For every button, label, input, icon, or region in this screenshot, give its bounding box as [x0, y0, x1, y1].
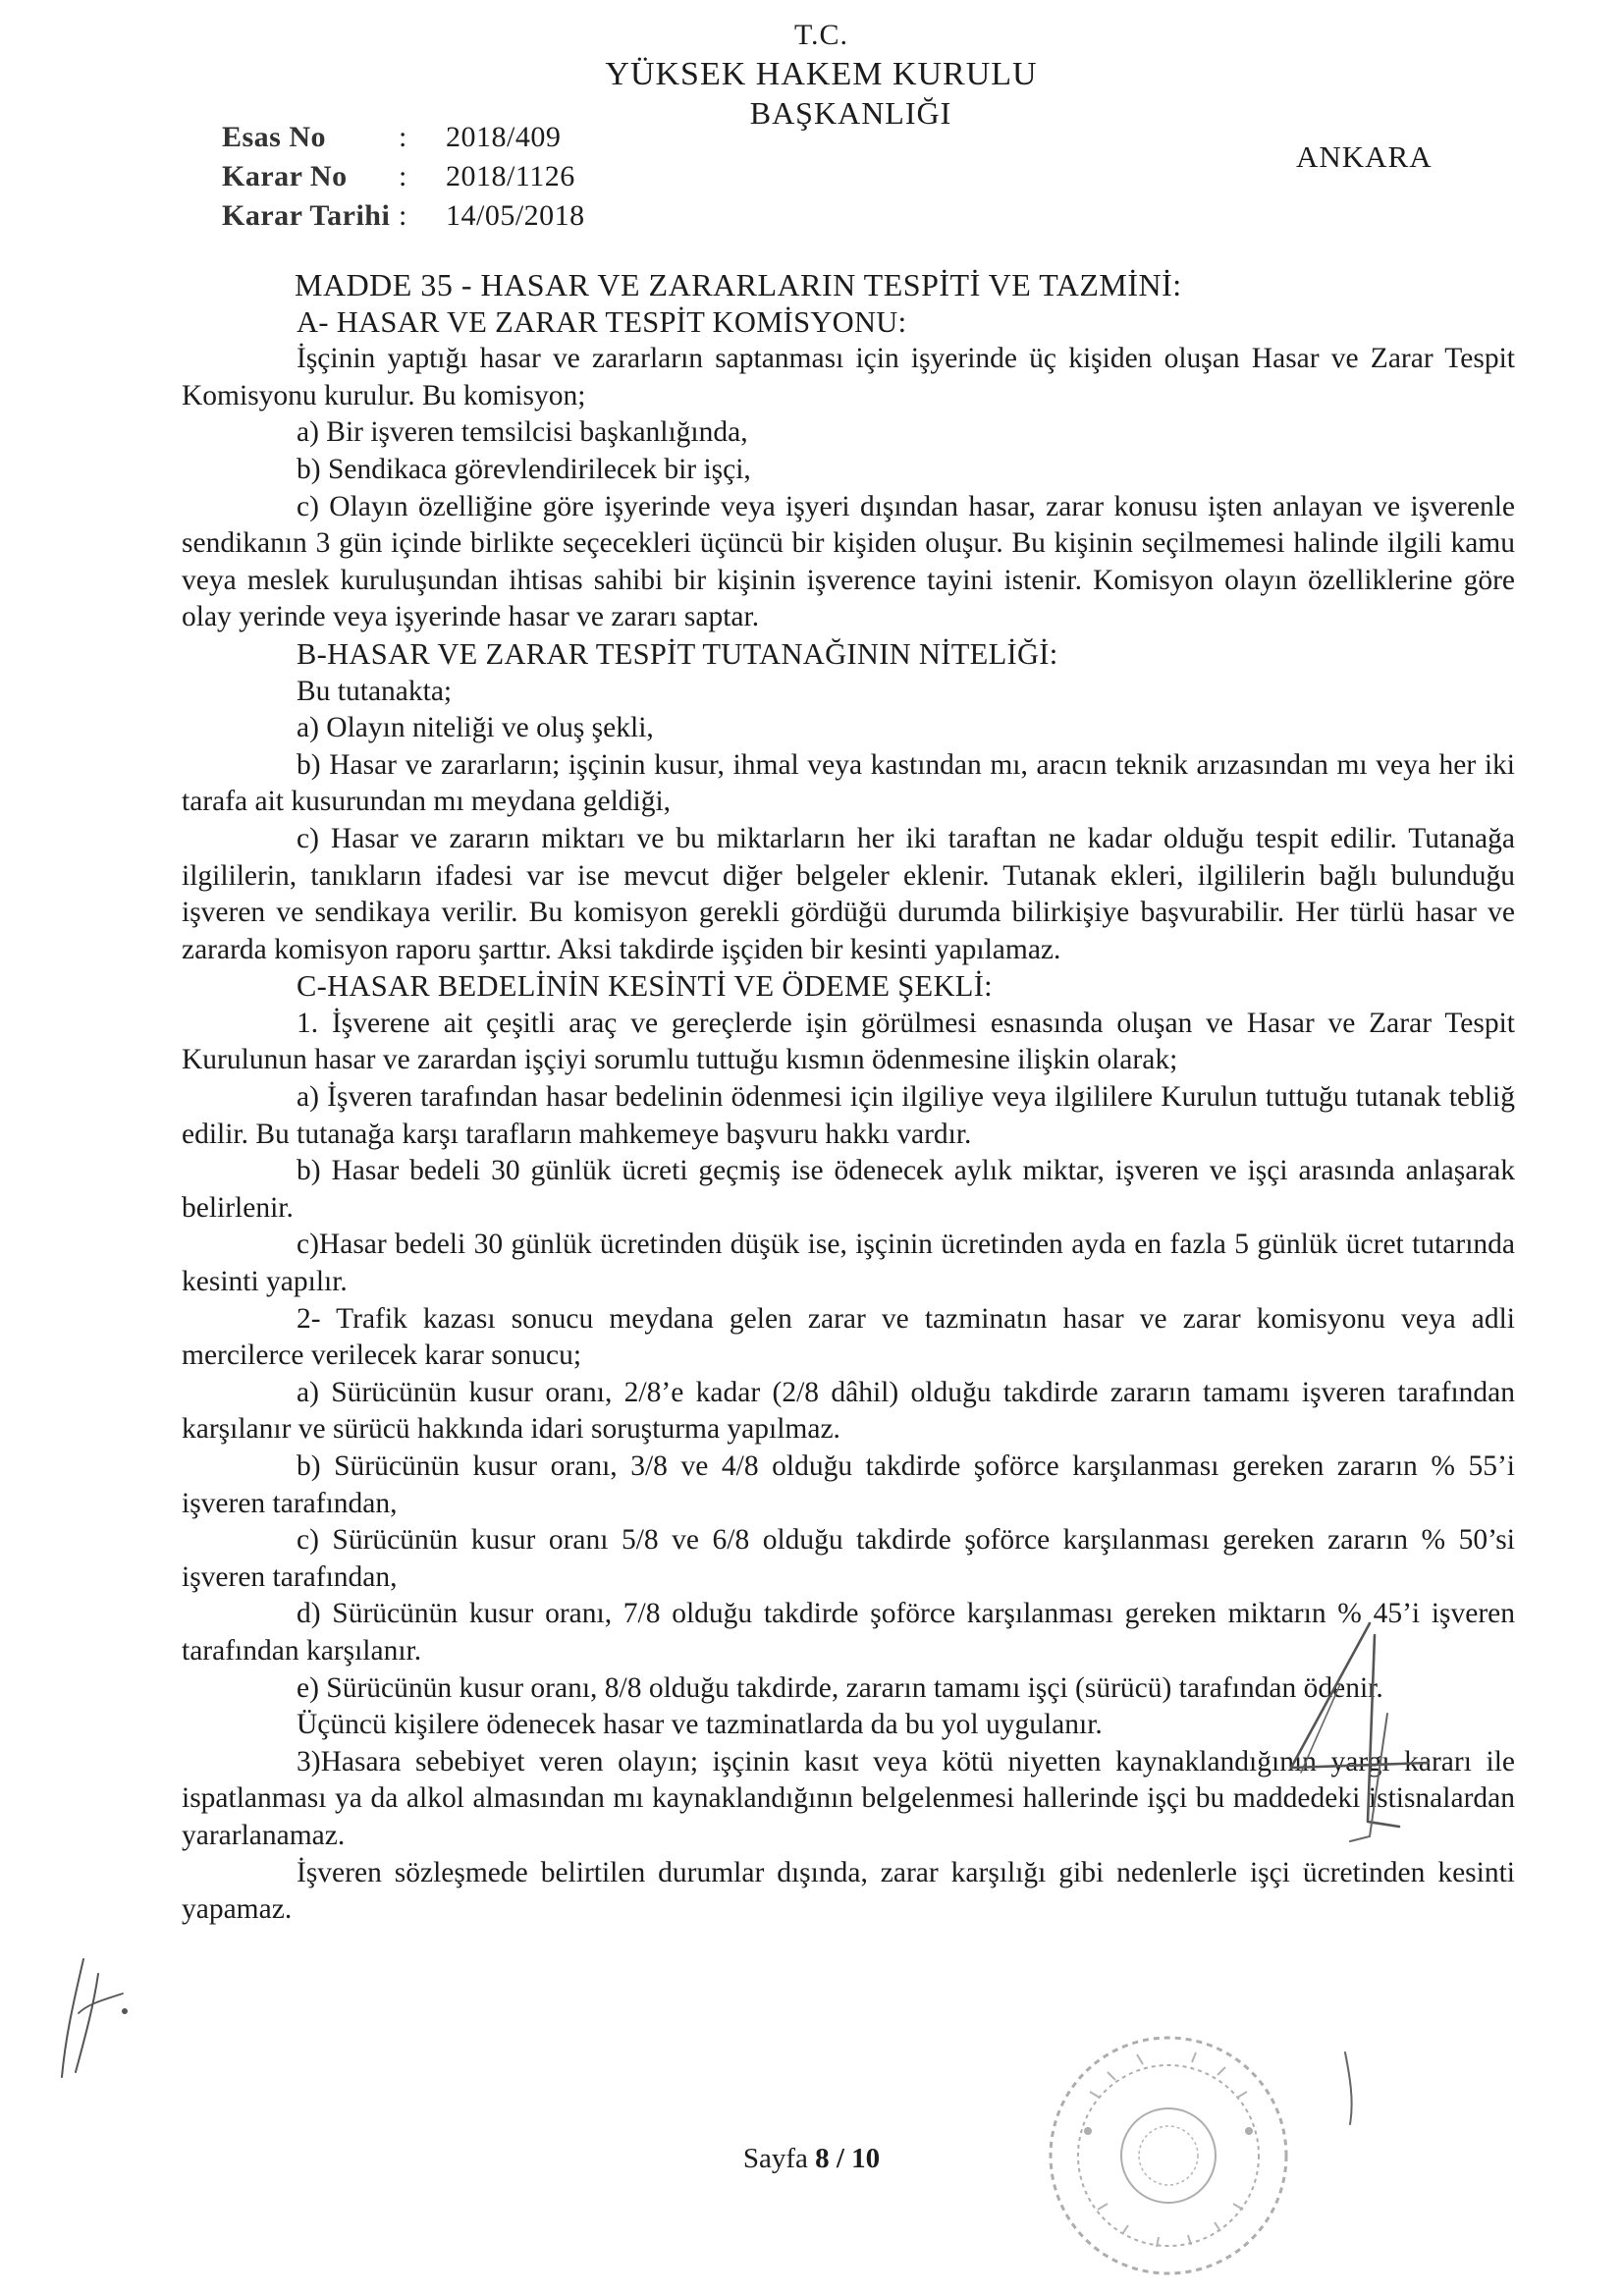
section-title-b: B-HASAR VE ZARAR TESPİT TUTANAĞININ NİTELİĞİ:: [297, 636, 1058, 671]
article-title: MADDE 35 - HASAR VE ZARARLARIN TESPİTİ VE TAZMİNİ:: [295, 267, 1182, 302]
section-title-c: C-HASAR BEDELİNİN KESİNTİ VE ÖDEME ŞEKLİ:: [297, 969, 993, 1004]
header-line-tc: T.C.: [793, 19, 849, 51]
city-label: ANKARA: [1296, 139, 1433, 174]
case-info-separator: :: [399, 121, 407, 153]
header-line-institution: YÜKSEK HAKEM KURULU: [605, 55, 1038, 92]
paragraph: c) Sürücünün kusur oranı 5/8 ve 6/8 olduğu takdirde şoförce karşılanması gereken zararın % 50’si işveren tarafından,: [182, 1524, 1515, 1593]
page-number: 8 / 10: [815, 2143, 881, 2174]
header-line-presidency: BAŞKANLIĞI: [749, 95, 952, 132]
case-info-row: [222, 196, 585, 236]
paragraph: b) Hasar ve zararların; işçinin kusur, ihmal veya kastından mı, aracın teknik arızasından mı veya her iki tarafa ait kusurundan mı meydana geldiği,: [182, 748, 1515, 818]
list-item: a) Olayın niteliği ve oluş şekli,: [297, 712, 654, 744]
case-info-block: [222, 118, 585, 236]
paragraph: Üçüncü kişilere ödenecek hasar ve tazminatlarda da bu yol uygulanır.: [297, 1709, 1103, 1741]
section-title-a: A- HASAR VE ZARAR TESPİT KOMİSYONU:: [297, 304, 907, 339]
list-item: a) Bir işveren temsilcisi başkanlığında,: [297, 416, 748, 449]
case-info-row: [222, 118, 585, 157]
document-header: [0, 18, 1623, 133]
paragraph: b) Hasar bedeli 30 günlük ücreti geçmiş ise ödenecek aylık miktar, işveren ve işçi arasında anlaşarak belirlenir.: [182, 1155, 1515, 1224]
list-item: b) Sendikaca görevlendirilecek bir işçi,: [297, 453, 751, 485]
case-info-separator: :: [399, 199, 407, 232]
case-info-row: [222, 157, 585, 196]
page-footer: [0, 2143, 1623, 2175]
paragraph: d) Sürücünün kusur oranı, 7/8 olduğu takdirde şoförce karşılanması gereken miktarın % 45’i işveren tarafından karşılanır.: [182, 1598, 1515, 1667]
paragraph: 2- Trafik kazası sonucu meydana gelen zarar ve tazminatın hasar ve zarar komisyonu veya adli mercilerce verilecek karar sonucu;: [182, 1302, 1515, 1372]
paragraph: İşveren sözleşmede belirtilen durumlar dışında, zarar karşılığı gibi nedenlerle işçi ücretinden kesinti yapamaz.: [182, 1856, 1515, 1926]
case-info-separator: :: [399, 160, 407, 192]
case-info-value: 2018/409: [446, 121, 562, 153]
case-info-label: Karar Tarihi: [222, 199, 391, 232]
paragraph: c) Hasar ve zararın miktarı ve bu miktarların her iki taraftan ne kadar olduğu tespit edilir. Tutanağa ilgililerin, tanıkların ifadesi var ise mevcut diğer belgeler eklenir. Tutanak ekleri, ilgililerin bağlı bulunduğu işveren ve sendikaya verilir. Bu komisyon gerekli gördüğü durumda bilirkişiye başvurabilir. Her türlü hasar ve zararda komisyon raporu şarttır. Aksi takdirde işçiden bir kesinti yapılamaz.: [182, 822, 1515, 965]
paragraph: Bu tutanakta;: [297, 675, 453, 707]
pen-mark: [1330, 2048, 1370, 2126]
page-label: Sayfa: [742, 2143, 808, 2174]
paragraph: e) Sürücünün kusur oranı, 8/8 olduğu takdirde, zararın tamamı işçi (sürücü) tarafından ödenir.: [297, 1671, 1383, 1704]
paragraph: İşçinin yaptığı hasar ve zararların saptanması için işyerinde üç kişiden oluşan Hasar ve Zarar Tespit Komisyonu kurulur. Bu komisyon;: [182, 343, 1515, 411]
case-info-label: Esas No: [222, 121, 327, 153]
case-info-label: Karar No: [222, 160, 348, 192]
paragraph: 3)Hasara sebebiyet veren olayın; işçinin kasıt veya kötü niyetten kaynaklandığının yargı kararı ile ispatlanması ya da alkol almasından mı kaynaklandığının belgelenmesi hallerinde işçi bu maddedeki istisnalardan yararlanamaz.: [182, 1745, 1515, 1851]
paragraph: 1. İşverene ait çeşitli araç ve gereçlerde işin görülmesi esnasında oluşan ve Hasar ve Zarar Tespit Kurulunun hasar ve zarardan işçiyi sorumlu tuttuğu kısmın ödenmesine ilişkin olarak;: [182, 1007, 1515, 1076]
case-info-value: 2018/1126: [446, 160, 575, 192]
paragraph: a) İşveren tarafından hasar bedelinin ödenmesi için ilgiliye veya ilgililere Kurulun tuttuğu tutanak tebliğ edilir. Bu tutanağa karşı tarafların mahkemeye başvuru hakkı vardır.: [182, 1081, 1515, 1150]
case-info-value: 14/05/2018: [446, 199, 585, 232]
paragraph: b) Sürücünün kusur oranı, 3/8 ve 4/8 olduğu takdirde şoförce karşılanması gereken zararın % 55’i işveren tarafından,: [182, 1450, 1515, 1519]
paragraph: c) Olayın özelliğine göre işyerinde veya işyeri dışından hasar, zarar konusu işten anlayan ve işverenle sendikanın 3 gün içinde birlikte seçecekleri üçüncü bir kişiden oluşur. Bu kişinin seçilmemesi halinde ilgili kamu veya meslek kuruluşundan ihtisas sahibi bir kişinin işverence tayini istenir. Komisyon olayın özelliklerine göre olay yerinde veya işyerinde hasar ve zararı saptar.: [182, 490, 1515, 633]
margin-initials-signature: [54, 1954, 142, 2082]
paragraph: c)Hasar bedeli 30 günlük ücretinden düşük ise, işçinin ücretinden ayda en fazla 5 günlük ücret tutarında kesinti yapılır.: [182, 1229, 1515, 1298]
handwritten-page-number: [1222, 1615, 1478, 1881]
paragraph: a) Sürücünün kusur oranı, 2/8’e kadar (2/8 dâhil) olduğu takdirde zararın tamamı işveren tarafından karşılanır ve sürücü hakkında idari soruşturma yapılmaz.: [182, 1376, 1515, 1446]
